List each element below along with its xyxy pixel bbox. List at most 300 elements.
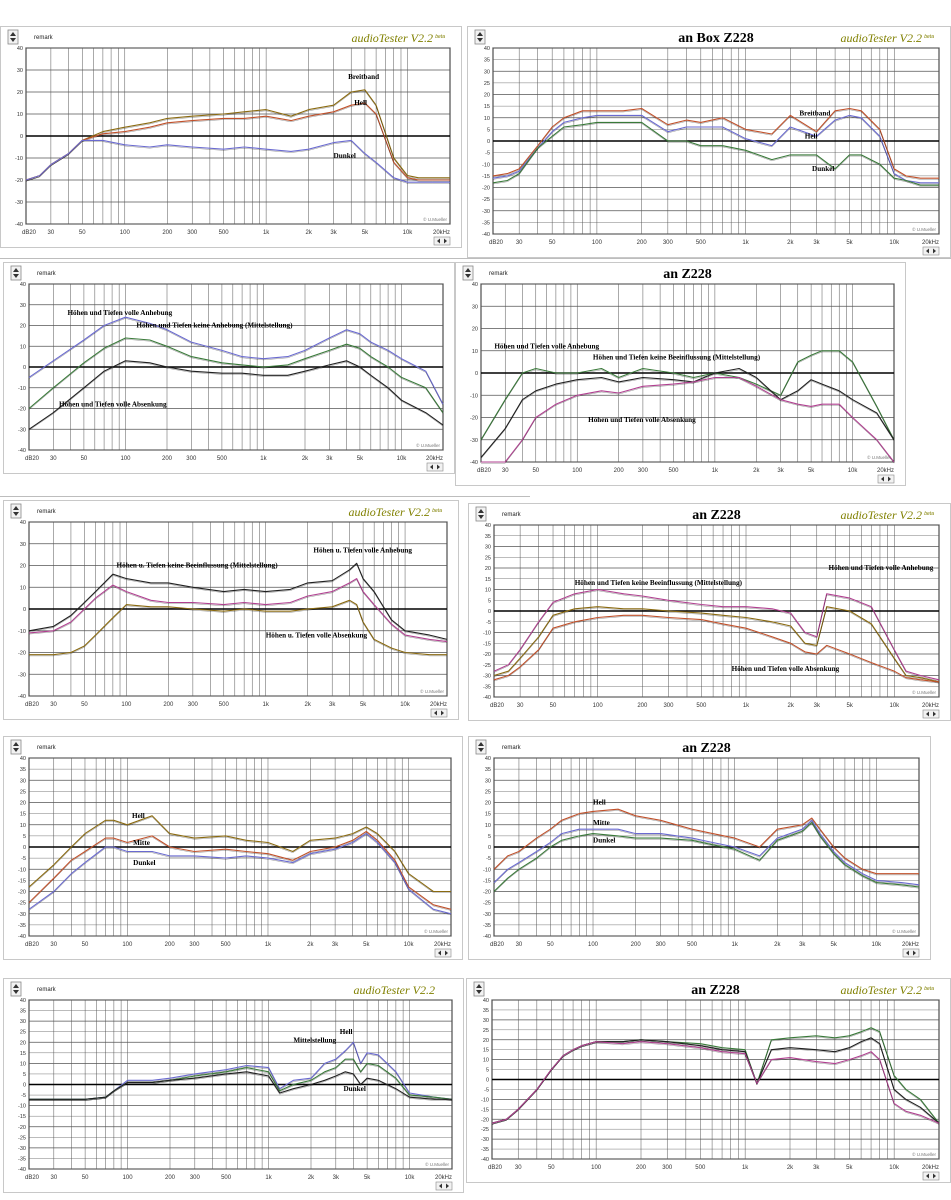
y-tick-label: -20 xyxy=(481,1117,489,1124)
y-tick-label: 0 xyxy=(486,139,490,145)
y-tick-label: -35 xyxy=(483,922,491,929)
y-tick-label: -30 xyxy=(18,1145,26,1152)
x-tick-label: 300 xyxy=(662,240,673,246)
x-tick-label: 3k xyxy=(777,468,784,474)
spin-icon xyxy=(476,740,486,754)
y-tick-label: 25 xyxy=(484,555,491,562)
y-tick-label: 15 xyxy=(484,576,491,583)
y-tick-label: 35 xyxy=(484,533,491,540)
y-tick-label: -35 xyxy=(481,1147,489,1154)
y-tick-label: 35 xyxy=(19,767,26,774)
x-tick-label: 1k xyxy=(265,1175,272,1181)
x-tick-label: 300 xyxy=(663,703,674,709)
x-tick-label: 30 xyxy=(515,942,523,948)
y-tick-label: 20 xyxy=(19,800,26,807)
brand-label: audioTester V2.2 xyxy=(351,31,433,45)
brand-label: audioTester V2.2 xyxy=(840,508,922,522)
x-tick-label: 30 xyxy=(50,1175,58,1181)
spin-icon xyxy=(476,507,486,521)
y-tick-label: -40 xyxy=(481,1157,489,1163)
scroll-icon xyxy=(434,237,450,245)
y-tick-label: -20 xyxy=(15,178,23,184)
remark-label: remark xyxy=(37,987,56,993)
x-tick-label: 30 xyxy=(49,456,57,462)
chart-svg xyxy=(467,26,951,258)
x-tick-label: dB20 xyxy=(25,1175,40,1181)
x-tick-label: 10k xyxy=(871,942,882,948)
brand-sup-label: beta xyxy=(432,508,442,514)
y-tick-label: -25 xyxy=(481,1127,489,1134)
annotation-label: Dunkel xyxy=(333,152,356,160)
remark-label: remark xyxy=(489,271,508,277)
y-tick-label: -30 xyxy=(18,911,26,918)
y-tick-label: 30 xyxy=(482,1017,489,1024)
remark-label: remark xyxy=(34,35,53,41)
x-tick-label: 10k xyxy=(889,1165,899,1171)
chart-title: an Z228 xyxy=(691,983,740,998)
chart-title: an Z228 xyxy=(663,267,712,282)
x-tick-label: 20kHz xyxy=(432,230,450,236)
y-tick-label: 10 xyxy=(484,587,491,594)
x-tick-label: 30 xyxy=(516,703,524,709)
y-tick-label: -20 xyxy=(470,415,478,422)
y-tick-label: 30 xyxy=(484,778,491,785)
x-tick-label: 5k xyxy=(359,702,367,708)
y-tick-label: 0 xyxy=(22,845,26,851)
x-tick-label: 100 xyxy=(592,703,603,709)
y-tick-label: -25 xyxy=(482,197,490,204)
x-tick-label: 10k xyxy=(396,456,407,462)
y-tick-label: 25 xyxy=(482,1027,489,1034)
y-tick-label: 0 xyxy=(485,1077,489,1084)
spin-icon xyxy=(11,504,21,518)
x-tick-label: 50 xyxy=(78,230,86,236)
y-tick-label: 0 xyxy=(22,1082,26,1089)
x-tick-label: 10k xyxy=(889,240,900,246)
y-tick-label: -5 xyxy=(21,856,26,863)
x-tick-label: 3k xyxy=(332,1175,340,1181)
x-tick-label: 5k xyxy=(846,703,853,709)
chart-panel-2 xyxy=(467,26,951,258)
spin-icon xyxy=(11,266,21,280)
spin-icon xyxy=(475,30,485,44)
y-tick-label: -40 xyxy=(15,222,23,228)
chart-title: an Box Z228 xyxy=(678,31,754,46)
x-tick-label: 3k xyxy=(329,702,336,708)
scroll-icon xyxy=(431,709,447,717)
y-tick-label: -10 xyxy=(483,630,491,637)
y-tick-label: -10 xyxy=(482,162,490,169)
x-tick-label: 20kHz xyxy=(433,942,451,948)
y-tick-label: -40 xyxy=(482,232,490,238)
x-tick-label: 300 xyxy=(637,468,648,474)
x-tick-label: 500 xyxy=(687,942,698,948)
y-tick-label: 30 xyxy=(484,544,491,551)
x-tick-label: 2k xyxy=(786,1165,794,1171)
row-divider xyxy=(0,496,530,497)
x-tick-label: 50 xyxy=(81,702,88,708)
x-tick-label: 3k xyxy=(813,240,820,246)
annotation-label: Höhen und Tiefen keine Beeinflussung (Mittelstellung) xyxy=(574,579,742,588)
x-tick-label: 30 xyxy=(47,230,55,236)
y-tick-label: 40 xyxy=(16,46,23,52)
y-tick-label: -10 xyxy=(18,628,26,635)
x-tick-label: 20kHz xyxy=(921,240,939,246)
y-tick-label: -15 xyxy=(482,173,490,180)
scroll-icon xyxy=(427,463,443,471)
y-tick-label: 30 xyxy=(19,778,26,785)
y-tick-label: 0 xyxy=(22,607,26,613)
x-tick-label: 200 xyxy=(630,942,641,948)
y-tick-label: 30 xyxy=(19,541,26,548)
chart-panel-3 xyxy=(3,262,455,474)
x-tick-label: 500 xyxy=(695,240,706,246)
x-tick-label: 5k xyxy=(363,1175,371,1181)
x-tick-label: 300 xyxy=(189,942,200,948)
copyright-label: © U.Mueller xyxy=(912,1152,936,1157)
y-tick-label: -10 xyxy=(483,867,491,874)
chart-svg xyxy=(468,503,951,721)
y-tick-label: -25 xyxy=(18,900,26,907)
scroll-icon-box xyxy=(878,475,894,483)
y-tick-label: 40 xyxy=(484,756,491,762)
y-tick-label: 40 xyxy=(19,520,26,526)
x-tick-label: 5k xyxy=(356,456,364,462)
x-tick-label: 100 xyxy=(122,942,133,948)
annotation-label: Höhen u. Tiefen volle Absenkung xyxy=(265,631,368,640)
y-tick-label: 10 xyxy=(471,348,478,355)
y-tick-label: -30 xyxy=(482,208,490,215)
y-tick-label: 10 xyxy=(19,822,26,829)
y-tick-label: 5 xyxy=(22,833,26,840)
x-tick-label: 50 xyxy=(81,942,89,948)
y-tick-label: 30 xyxy=(483,69,490,76)
x-tick-label: 300 xyxy=(655,942,666,948)
scroll-icon-box xyxy=(923,247,939,255)
y-tick-label: -15 xyxy=(483,878,491,885)
x-tick-label: 1k xyxy=(742,240,749,246)
annotation-label: Dunkel xyxy=(593,836,616,845)
y-tick-label: -30 xyxy=(18,427,26,434)
scroll-icon xyxy=(435,949,451,957)
y-tick-label: 40 xyxy=(19,998,26,1004)
x-tick-label: 10k xyxy=(847,468,858,474)
x-tick-label: 20kHz xyxy=(921,703,939,709)
chart-svg xyxy=(455,262,906,486)
y-tick-label: 25 xyxy=(483,80,490,87)
y-tick-label: 15 xyxy=(484,811,491,818)
annotation-label: Höhen und Tiefen volle Anhebung xyxy=(67,309,173,318)
y-tick-label: 35 xyxy=(482,1007,489,1014)
chart-svg xyxy=(466,978,951,1183)
chart-title: an Z228 xyxy=(682,741,731,756)
annotation-label: Hell xyxy=(339,1027,353,1036)
y-tick-label: 40 xyxy=(19,282,26,288)
scroll-icon xyxy=(878,475,894,483)
annotation-label: Höhen und Tiefen volle Absenkung xyxy=(59,400,167,409)
scroll-icon xyxy=(436,1182,452,1190)
x-tick-label: 20kHz xyxy=(876,468,894,474)
y-tick-label: -35 xyxy=(483,684,491,691)
y-tick-label: 20 xyxy=(482,1037,489,1044)
x-tick-label: 1k xyxy=(731,942,738,948)
y-tick-label: 5 xyxy=(487,598,491,605)
scroll-icon-box xyxy=(923,1172,939,1180)
x-tick-label: 500 xyxy=(218,230,229,236)
x-tick-label: 50 xyxy=(81,1175,89,1181)
chart-panel-5 xyxy=(3,500,459,720)
y-tick-label: -15 xyxy=(18,1114,26,1121)
y-tick-label: -40 xyxy=(483,934,491,940)
x-tick-label: 300 xyxy=(662,1165,673,1171)
x-tick-label: 500 xyxy=(218,702,229,708)
x-tick-label: 50 xyxy=(80,456,88,462)
spin-icon xyxy=(8,30,18,44)
annotation-label: Hell xyxy=(354,99,367,108)
y-tick-label: -30 xyxy=(470,437,478,444)
y-tick-label: -20 xyxy=(18,406,26,413)
chart-panel-10 xyxy=(466,978,951,1183)
y-tick-label: 30 xyxy=(16,68,23,74)
annotation-label: Mitte xyxy=(133,838,150,847)
x-tick-label: 500 xyxy=(221,1175,232,1181)
y-tick-label: 0 xyxy=(474,371,478,377)
annotation-label: Höhen und Tiefen volle Anhebung xyxy=(828,564,934,573)
x-tick-label: 30 xyxy=(515,240,523,246)
x-tick-label: 20kHz xyxy=(434,1175,452,1181)
chart-svg xyxy=(3,736,463,960)
y-tick-label: -20 xyxy=(18,889,26,896)
x-tick-label: 200 xyxy=(636,240,647,246)
y-tick-label: 25 xyxy=(19,1029,26,1036)
chart-title: an Z228 xyxy=(692,508,741,523)
x-tick-label: 2k xyxy=(753,468,760,474)
y-tick-label: -10 xyxy=(18,385,26,392)
annotation-label: Höhen und Tiefen keine Beeinflussung (Mittelstellung) xyxy=(592,353,761,362)
x-tick-label: dB20 xyxy=(25,456,40,462)
x-tick-label: 300 xyxy=(186,456,197,462)
y-tick-label: 5 xyxy=(487,833,491,840)
y-tick-label: -10 xyxy=(481,1097,489,1104)
annotation-label: Hell xyxy=(593,798,606,807)
x-tick-label: dB20 xyxy=(488,1165,503,1171)
x-tick-label: 3k xyxy=(331,942,339,948)
chart-svg xyxy=(3,262,455,474)
x-tick-label: 3k xyxy=(813,1165,820,1171)
x-tick-label: 2k xyxy=(787,703,794,709)
y-tick-label: -40 xyxy=(18,448,26,454)
y-tick-label: -5 xyxy=(485,150,490,157)
y-tick-label: -10 xyxy=(18,867,26,874)
x-tick-label: 300 xyxy=(187,702,198,708)
y-tick-label: 0 xyxy=(487,609,491,615)
y-tick-label: 10 xyxy=(19,344,26,351)
y-tick-label: 40 xyxy=(471,282,478,288)
annotation-label: Dunkel xyxy=(343,1084,366,1093)
y-tick-label: 35 xyxy=(484,767,491,774)
scroll-icon xyxy=(923,710,939,718)
x-tick-label: 2k xyxy=(787,240,794,246)
x-tick-label: 30 xyxy=(501,468,509,474)
x-tick-label: 1k xyxy=(262,702,269,708)
annotation-label: Höhen u. Tiefen keine Beeinflussung (Mittelstellung) xyxy=(116,561,278,570)
x-tick-label: 50 xyxy=(548,240,556,246)
copyright-label: © U.Mueller xyxy=(912,690,936,695)
y-tick-label: 15 xyxy=(19,1050,26,1057)
brand-label: audioTester V2.2 xyxy=(353,983,435,997)
scroll-icon-box xyxy=(435,949,451,957)
y-tick-label: 0 xyxy=(487,845,491,851)
y-tick-label: -20 xyxy=(18,1124,26,1131)
x-tick-label: 1k xyxy=(260,456,267,462)
y-tick-label: 15 xyxy=(19,811,26,818)
chart-panel-1 xyxy=(0,26,462,248)
y-tick-label: -25 xyxy=(483,900,491,907)
y-tick-label: -10 xyxy=(18,1103,26,1110)
copyright-label: © U.Mueller xyxy=(424,929,448,934)
x-tick-label: 200 xyxy=(161,456,173,462)
x-tick-label: 10k xyxy=(404,1175,415,1181)
scroll-icon-box xyxy=(434,237,450,245)
x-tick-label: 3k xyxy=(813,703,820,709)
x-tick-label: 2k xyxy=(304,702,311,708)
x-tick-label: 10k xyxy=(400,702,410,708)
y-tick-label: -25 xyxy=(18,1135,26,1142)
brand-label: audioTester V2.2 xyxy=(348,505,430,519)
annotation-label: Breitband xyxy=(348,72,380,81)
y-tick-label: 35 xyxy=(483,57,490,64)
y-tick-label: -25 xyxy=(483,662,491,669)
copyright-label: © U.Mueller xyxy=(425,1162,449,1167)
brand-sup-label: beta xyxy=(924,34,934,40)
y-tick-label: 20 xyxy=(483,92,490,99)
x-tick-label: 1k xyxy=(742,703,750,709)
y-tick-label: -30 xyxy=(481,1137,489,1144)
y-tick-label: -15 xyxy=(18,878,26,885)
x-tick-label: 5k xyxy=(363,942,370,948)
y-tick-label: 0 xyxy=(19,134,23,140)
annotation-label: Mittelstellung xyxy=(293,1036,337,1045)
y-tick-label: 40 xyxy=(19,756,26,762)
x-tick-label: 200 xyxy=(164,1175,176,1181)
y-tick-label: -15 xyxy=(483,641,491,648)
y-tick-label: 40 xyxy=(484,523,491,529)
y-tick-label: 10 xyxy=(16,112,23,118)
annotation-label: Höhen und Tiefen keine Anhebung (Mittelstellung) xyxy=(136,321,293,330)
x-tick-label: 10k xyxy=(403,942,414,948)
chart-panel-9 xyxy=(3,978,464,1193)
x-tick-label: 10k xyxy=(889,703,900,709)
scroll-icon-box xyxy=(903,949,919,957)
chart-panel-6 xyxy=(468,503,951,721)
scroll-icon xyxy=(923,1172,939,1180)
annotation-label: Dunkel xyxy=(812,165,835,174)
y-tick-label: 30 xyxy=(19,302,26,309)
copyright-label: © U.Mueller xyxy=(420,689,444,694)
chart-svg xyxy=(3,500,459,720)
y-tick-label: -40 xyxy=(18,694,26,700)
chart-svg xyxy=(3,978,464,1193)
x-tick-label: dB20 xyxy=(489,240,504,246)
x-tick-label: 3k xyxy=(330,230,337,236)
y-tick-label: 5 xyxy=(485,1067,489,1074)
x-tick-label: 500 xyxy=(220,942,231,948)
x-tick-label: 20kHz xyxy=(901,942,919,948)
x-tick-label: 50 xyxy=(549,703,557,709)
y-tick-label: 20 xyxy=(19,323,26,330)
y-tick-label: -20 xyxy=(483,889,491,896)
x-tick-label: 50 xyxy=(547,1165,555,1171)
y-tick-label: 5 xyxy=(22,1071,26,1078)
y-tick-label: -5 xyxy=(484,1087,489,1094)
remark-label: remark xyxy=(37,745,56,751)
y-tick-label: 10 xyxy=(482,1057,489,1064)
annotation-label: Mitte xyxy=(593,818,610,827)
chart-panel-7 xyxy=(3,736,463,960)
x-tick-label: 100 xyxy=(591,1165,602,1171)
brand-label: audioTester V2.2 xyxy=(840,983,922,997)
x-tick-label: 500 xyxy=(696,703,707,709)
x-tick-label: 300 xyxy=(187,230,198,236)
x-tick-label: 500 xyxy=(695,1165,706,1171)
x-tick-label: 100 xyxy=(572,468,583,474)
x-tick-label: 200 xyxy=(613,468,624,474)
y-tick-label: -10 xyxy=(470,393,478,400)
x-tick-label: 2k xyxy=(774,942,781,948)
scroll-icon-box xyxy=(427,463,443,471)
x-tick-label: 100 xyxy=(122,1175,133,1181)
y-tick-label: -40 xyxy=(483,695,491,701)
x-tick-label: dB20 xyxy=(490,942,505,948)
x-tick-label: 30 xyxy=(50,702,57,708)
x-tick-label: 20kHz xyxy=(921,1165,939,1171)
scroll-icon xyxy=(903,949,919,957)
copyright-label: © U.Mueller xyxy=(423,217,447,222)
spin-icon xyxy=(11,740,21,754)
y-tick-label: 20 xyxy=(484,566,491,572)
x-tick-label: 1k xyxy=(741,1165,749,1171)
annotation-label: Dunkel xyxy=(133,858,156,867)
scroll-icon-box xyxy=(436,1182,452,1190)
brand-sup-label: beta xyxy=(924,986,934,992)
y-tick-label: 20 xyxy=(16,90,23,96)
y-tick-label: -10 xyxy=(15,156,23,162)
annotation-label: Breitband xyxy=(799,109,831,118)
x-tick-label: 50 xyxy=(532,468,540,474)
x-tick-label: 3k xyxy=(799,942,806,948)
y-tick-label: 40 xyxy=(482,998,489,1004)
x-tick-label: dB20 xyxy=(25,702,40,708)
scroll-icon-box xyxy=(923,710,939,718)
x-tick-label: 200 xyxy=(162,230,173,236)
x-tick-label: 10k xyxy=(402,230,413,236)
x-tick-label: 2k xyxy=(305,230,312,236)
annotation-label: Hell xyxy=(132,812,145,821)
scroll-icon xyxy=(923,247,939,255)
y-tick-label: 40 xyxy=(483,46,490,52)
y-tick-label: -30 xyxy=(483,911,491,918)
y-tick-label: 0 xyxy=(22,365,26,371)
y-tick-label: 10 xyxy=(19,585,26,592)
remark-label: remark xyxy=(502,512,521,518)
spin-icon xyxy=(474,982,484,996)
y-tick-label: 20 xyxy=(19,563,26,570)
x-tick-label: 500 xyxy=(668,468,679,474)
x-tick-label: 100 xyxy=(119,230,130,236)
x-tick-label: 30 xyxy=(514,1165,522,1171)
y-tick-label: -30 xyxy=(483,673,491,680)
y-tick-label: -20 xyxy=(482,185,490,192)
